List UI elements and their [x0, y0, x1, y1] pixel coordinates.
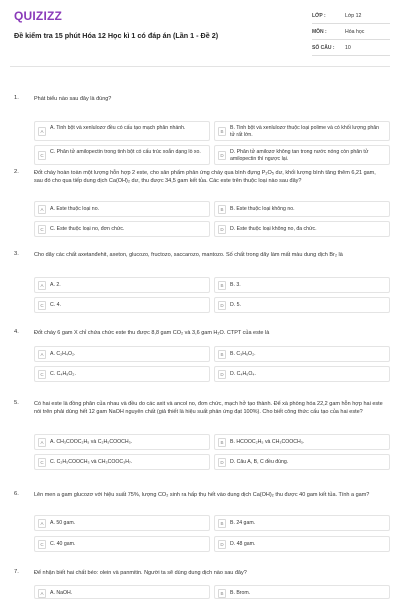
- question-number: 1.: [14, 95, 19, 101]
- option-letter: C: [38, 540, 46, 549]
- option-letter: A: [38, 281, 46, 290]
- option-letter: D: [218, 370, 226, 379]
- meta-row-subject: [312, 24, 390, 40]
- meta-value: Lớp 12: [345, 12, 362, 19]
- quizizz-logo: QUIZIZZ: [14, 9, 63, 23]
- option-text: B. Este thuộc loại không no.: [230, 206, 295, 212]
- option-d[interactable]: [214, 366, 390, 382]
- option-letter: A: [38, 589, 46, 598]
- question-text: Để nhận biết hai chất béo: olein và panmitin. Người ta sẽ dùng dung dịch nào sau đây?: [34, 570, 247, 576]
- option-text: A. CH₃COOC₂H₅ và C₂H₅COOCH₃.: [50, 439, 133, 445]
- option-text: B. 24 gam.: [230, 520, 256, 526]
- option-text: D. 5.: [230, 302, 241, 308]
- question-number: 4.: [14, 329, 19, 335]
- option-a[interactable]: [34, 434, 210, 450]
- meta-key: LỚP :: [312, 12, 326, 19]
- meta-value: Hóa học: [345, 28, 365, 35]
- option-letter: B: [218, 205, 226, 214]
- option-text: B. Tinh bột và xenlulozơ thuộc loại polime và có khối lượng phân tử rất lớn.: [230, 125, 379, 138]
- option-c[interactable]: [34, 297, 210, 313]
- option-letter: D: [218, 225, 226, 234]
- option-letter: C: [38, 370, 46, 379]
- option-letter: C: [38, 225, 46, 234]
- option-letter: B: [218, 281, 226, 290]
- option-b[interactable]: [214, 121, 390, 141]
- option-a[interactable]: [34, 346, 210, 362]
- option-b[interactable]: [214, 585, 390, 599]
- option-d[interactable]: [214, 536, 390, 552]
- option-a[interactable]: [34, 515, 210, 531]
- option-letter: B: [218, 519, 226, 528]
- option-text: A. 50 gam.: [50, 520, 76, 526]
- option-c[interactable]: [34, 145, 210, 165]
- option-letter: B: [218, 589, 226, 598]
- option-d[interactable]: [214, 454, 390, 470]
- question-text: Phát biểu nào sau đây là đúng?: [34, 96, 112, 102]
- question-number: 5.: [14, 400, 19, 406]
- question-number: 2.: [14, 169, 19, 175]
- option-letter: C: [38, 151, 46, 160]
- option-c[interactable]: [34, 366, 210, 382]
- option-d[interactable]: [214, 145, 390, 165]
- option-a[interactable]: [34, 585, 210, 599]
- option-letter: B: [218, 127, 226, 136]
- option-text: A. Este thuộc loại no.: [50, 206, 100, 212]
- question-text: Đốt cháy 6 gam X chỉ chứa chức este thu được 8,8 gam CO₂ và 3,6 gam H₂O. CTPT của este là: [34, 330, 270, 336]
- option-letter: A: [38, 519, 46, 528]
- option-c[interactable]: [34, 221, 210, 237]
- option-letter: C: [38, 458, 46, 467]
- option-text: D. Câu A, B, C đều đúng.: [230, 459, 289, 465]
- option-text: B. C₃H₆O₂.: [230, 351, 256, 357]
- option-text: C. 4.: [50, 302, 61, 308]
- option-text: A. C₂H₄O₂.: [50, 351, 76, 357]
- question-text: Đốt cháy hoàn toàn một lượng hỗn hợp 2 este, cho sản phẩm phản ứng cháy qua bình đựng P₂O₅ dư, khối lượng bình tăng thêm 6,21 gam, sau đó cho qua tiếp dung dịch Ca(OH)₂ dư, thu được 34,5 gam kết tủa. Các este trên thuộc loại nào sau đây?: [34, 170, 376, 184]
- option-b[interactable]: [214, 277, 390, 293]
- option-d[interactable]: [214, 221, 390, 237]
- option-text: D. C₄H₆O₄.: [230, 371, 256, 377]
- option-text: C. 40 gam.: [50, 541, 76, 547]
- question-number: 7.: [14, 569, 19, 575]
- option-text: A. Tinh bột và xenlulozơ đều có cấu tạo mạch phân nhánh.: [50, 125, 186, 131]
- meta-row-class: [312, 8, 390, 24]
- question-number: 3.: [14, 251, 19, 257]
- option-text: C. Phân tử amilopectin trong tinh bột có cấu trúc xoắn dạng lò xo.: [50, 149, 201, 155]
- meta-value: 10: [345, 44, 351, 51]
- option-text: C. Este thuộc loại no, đơn chức.: [50, 226, 125, 232]
- worksheet-title: Đề kiểm tra 15 phút Hóa 12 Học kì 1 có đáp án (Lần 1 - Đề 2): [14, 31, 219, 40]
- option-b[interactable]: [214, 201, 390, 217]
- option-letter: D: [218, 301, 226, 310]
- question-number: 6.: [14, 491, 19, 497]
- option-b[interactable]: [214, 434, 390, 450]
- option-letter: D: [218, 540, 226, 549]
- option-d[interactable]: [214, 297, 390, 313]
- option-letter: A: [38, 205, 46, 214]
- meta-key: MÔN :: [312, 28, 327, 35]
- option-letter: A: [38, 350, 46, 359]
- option-text: B. 3.: [230, 282, 241, 288]
- meta-key: SỐ CÂU :: [312, 44, 335, 51]
- option-a[interactable]: [34, 277, 210, 293]
- option-text: B. HCOOC₂H₅ và CH₃COOCH₃.: [230, 439, 305, 445]
- worksheet-meta: [312, 8, 390, 56]
- option-letter: B: [218, 350, 226, 359]
- option-text: B. Brom.: [230, 590, 251, 596]
- option-letter: A: [38, 438, 46, 447]
- option-letter: A: [38, 127, 46, 136]
- option-c[interactable]: [34, 536, 210, 552]
- meta-row-count: [312, 40, 390, 56]
- option-text: C. C₄H₈O₂.: [50, 371, 76, 377]
- question-text: Cho dãy các chất axetanđehit, axeton, glucozo, fructozo, saccarozo, mantozo. Số chất trong dãy làm mất màu dung dịch Br₂ là: [34, 252, 343, 258]
- option-text: D. Phân tử amilozơ không tan trong nước nóng còn phân tử amilopectin thì ngược lại.: [230, 149, 369, 162]
- option-b[interactable]: [214, 346, 390, 362]
- question-text: Lên men a gam glucozơ với hiệu suất 75%, lượng CO₂ sinh ra hấp thụ hết vào dung dịch Ca(OH)₂ thu được 40 gam kết tủa. Tính a gam?: [34, 492, 370, 498]
- option-a[interactable]: [34, 121, 210, 141]
- option-letter: D: [218, 458, 226, 467]
- header-divider: [10, 66, 390, 67]
- option-text: D. Este thuộc loại không no, đa chức.: [230, 226, 317, 232]
- question-text: Có hai este là đồng phân của nhau và đều do các axit và ancol no, đơn chức, mạch hở tạo thành. Để xà phòng hóa 22,2 gam hỗn hợp hai este nói trên phải dùng hết 12 gam NaOH nguyên chất (giả thiết là hiệu suất phản ứng đạt 100%). Cho biết công thức cấu tạo của hai este?: [34, 401, 383, 415]
- option-letter: B: [218, 438, 226, 447]
- option-text: A. 2.: [50, 282, 61, 288]
- option-letter: C: [38, 301, 46, 310]
- option-text: D. 48 gam.: [230, 541, 256, 547]
- option-letter: D: [218, 151, 226, 160]
- option-b[interactable]: [214, 515, 390, 531]
- option-text: A. NaOH.: [50, 590, 73, 596]
- option-text: C. C₂H₅COOCH₃ và CH₃COOC₃H₇.: [50, 459, 133, 465]
- option-a[interactable]: [34, 201, 210, 217]
- option-c[interactable]: [34, 454, 210, 470]
- worksheet-header: [0, 0, 400, 70]
